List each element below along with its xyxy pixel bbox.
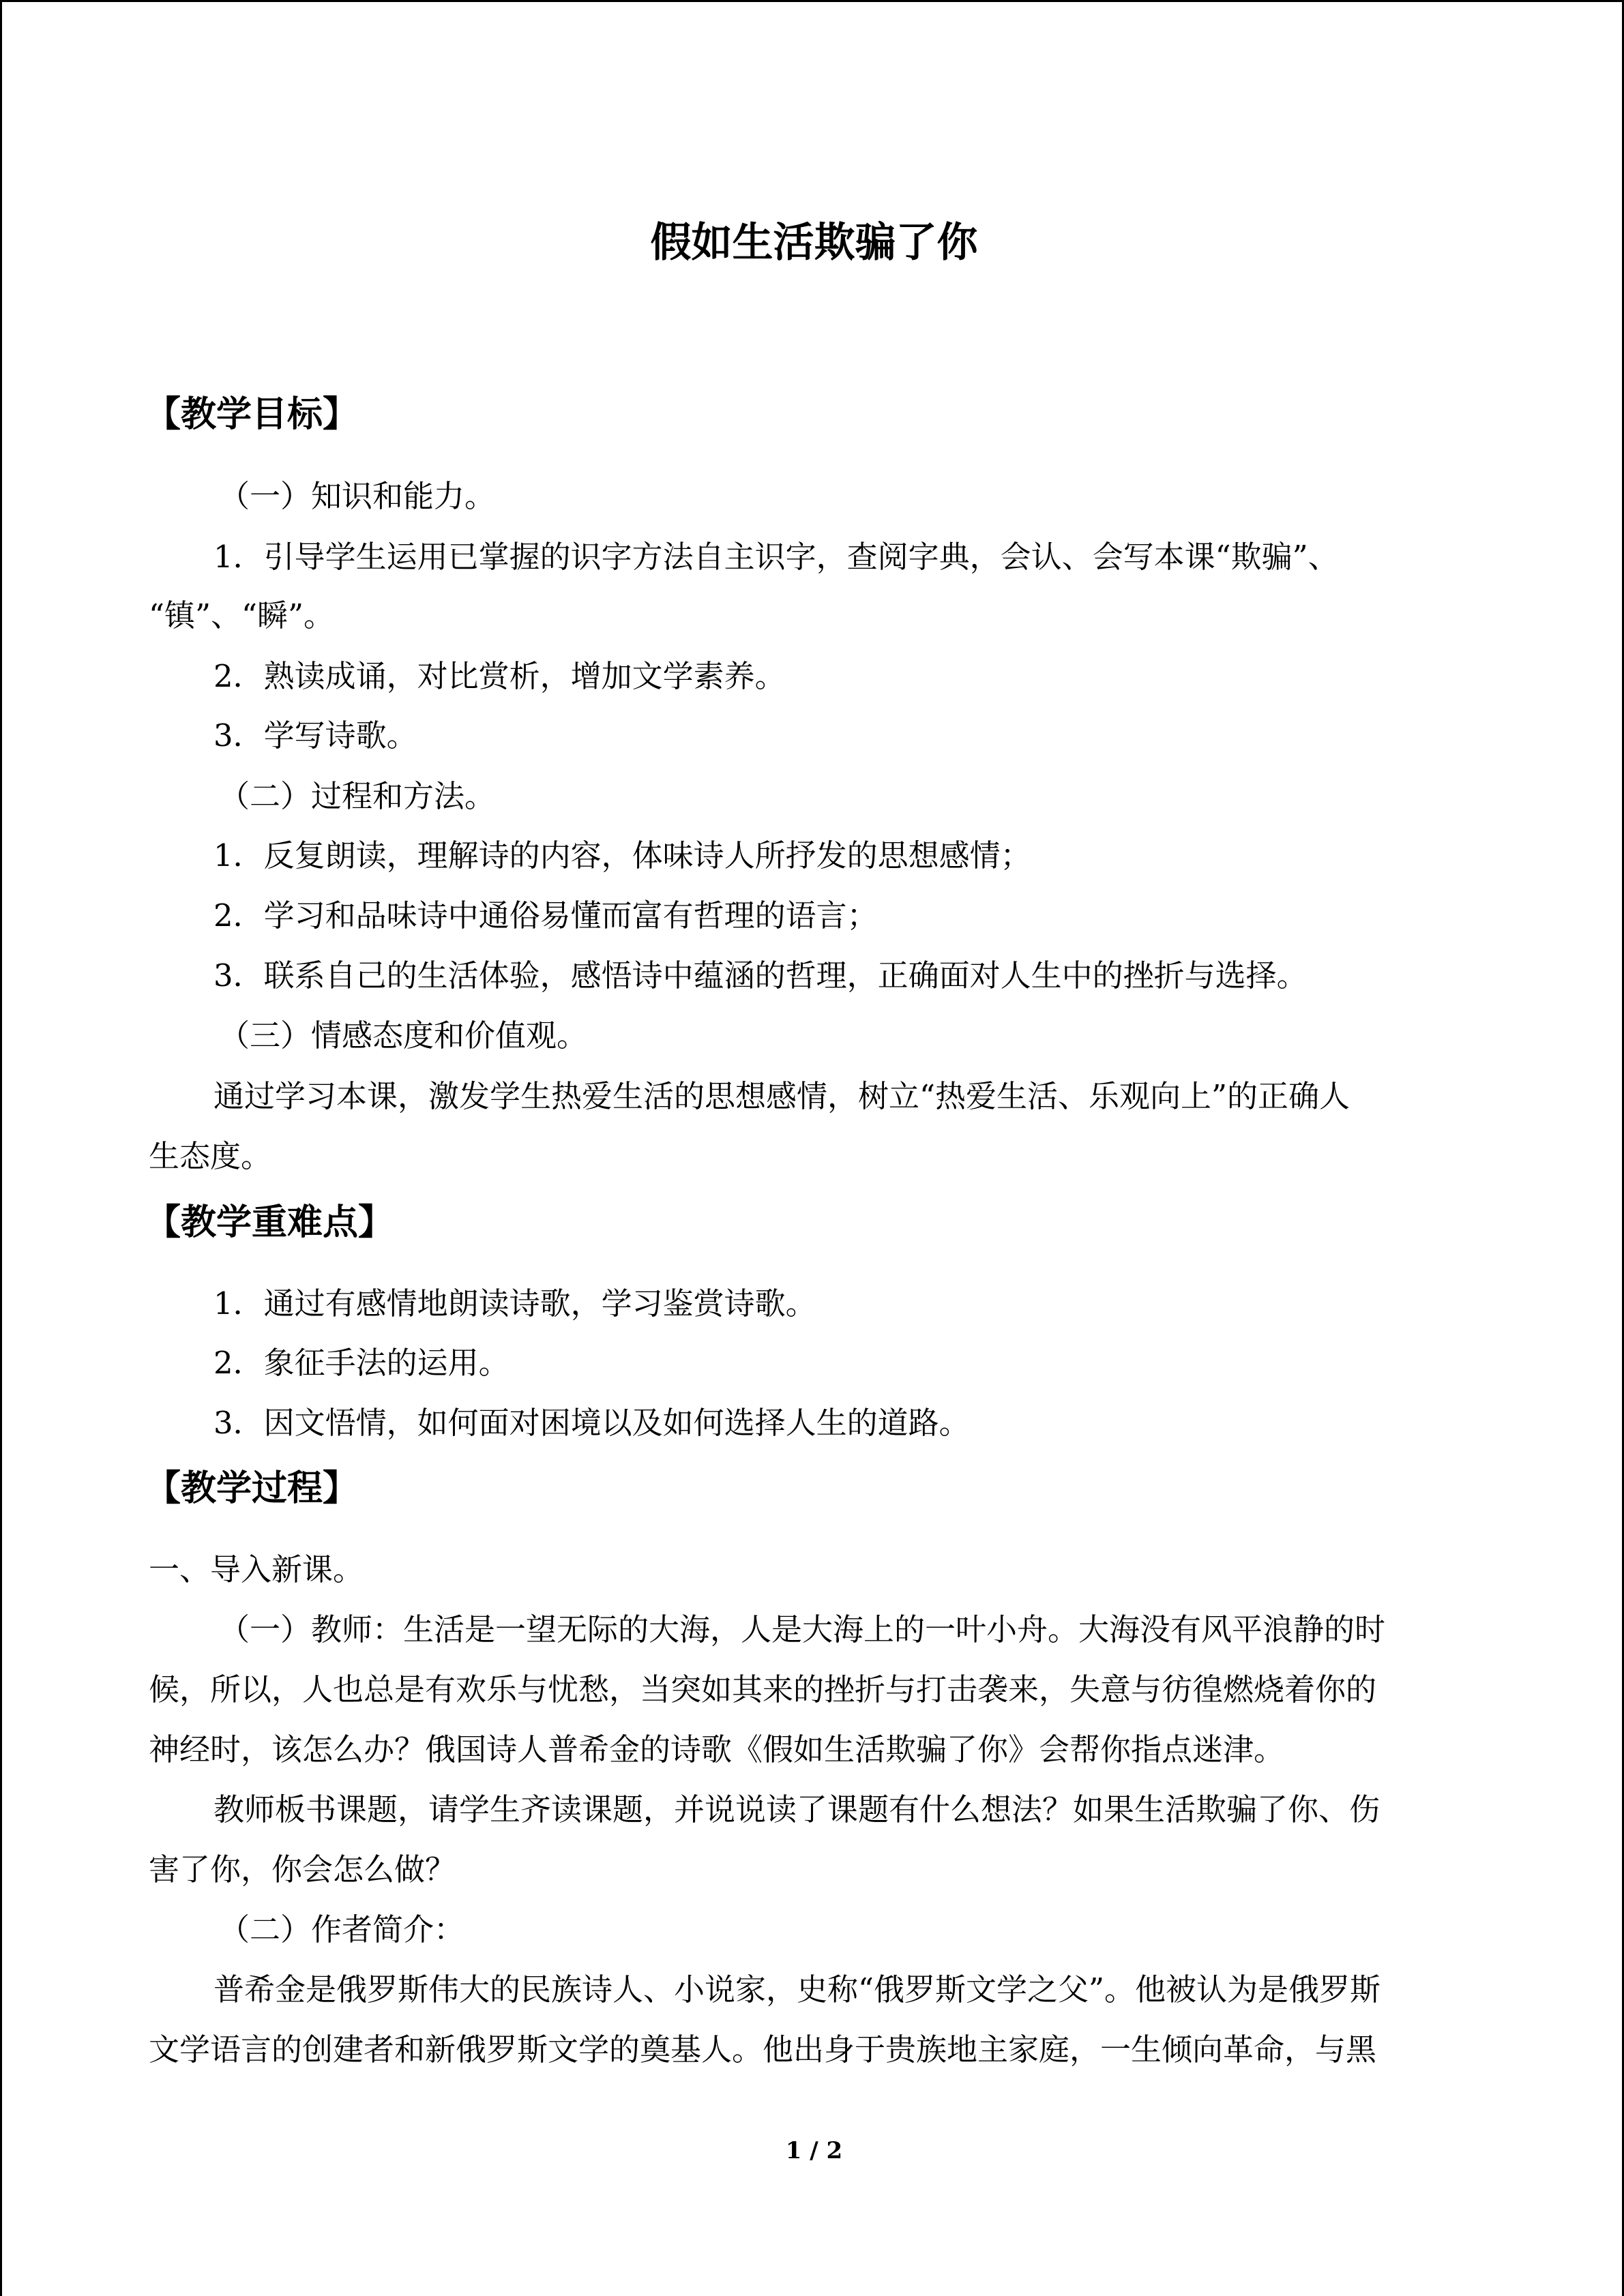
paragraph-line: 生态度。 bbox=[149, 1138, 272, 1174]
page-number: 1 / 2 bbox=[785, 2137, 843, 2164]
paragraph-line: （三）情感态度和价值观。 bbox=[219, 1017, 588, 1054]
paragraph-line: 候，所以，人也总是有欢乐与忧愁，当突如其来的挫折与打击袭来，失意与彷徨燃烧着你的 bbox=[149, 1671, 1377, 1708]
paragraph-line: 普希金是俄罗斯伟大的民族诗人、小说家，史称“俄罗斯文学之父”。他被认为是俄罗斯 bbox=[213, 1971, 1381, 2008]
paragraph-line: 3．学写诗歌。 bbox=[213, 717, 417, 754]
paragraph-line: 2．象征手法的运用。 bbox=[213, 1345, 510, 1381]
paragraph-line: 通过学习本课，激发学生热爱生活的思想感情，树立“热爱生活、乐观向上”的正确人 bbox=[213, 1078, 1350, 1114]
paragraph-line: 一、导入新课。 bbox=[149, 1551, 364, 1587]
paragraph-line: 2．熟读成诵，对比赏析，增加文学素养。 bbox=[213, 658, 786, 694]
section-heading-process: 【教学过程】 bbox=[145, 1468, 359, 1509]
paragraph-line: 害了你，你会怎么做？ bbox=[149, 1851, 456, 1888]
paragraph-line: 1．反复朗读，理解诗的内容，体味诗人所抒发的思想感情； bbox=[213, 837, 1031, 874]
paragraph-line: （一）知识和能力。 bbox=[219, 478, 496, 514]
paragraph-line: 3．因文悟情，如何面对困境以及如何选择人生的道路。 bbox=[213, 1405, 970, 1441]
paragraph-line: 教师板书课题，请学生齐读课题，并说说读了课题有什么想法？如果生活欺骗了你、伤 bbox=[213, 1791, 1381, 1828]
paragraph-line: 2．学习和品味诗中通俗易懂而富有哲理的语言； bbox=[213, 897, 878, 934]
paragraph-line: “镇”、“瞬”。 bbox=[149, 597, 335, 633]
paragraph-line: （二）过程和方法。 bbox=[219, 778, 496, 814]
section-heading-keypoints: 【教学重难点】 bbox=[145, 1202, 394, 1243]
paragraph-line: 文学语言的创建者和新俄罗斯文学的奠基人。他出身于贵族地主家庭，一生倾向革命，与黑 bbox=[149, 2031, 1377, 2068]
paragraph-line: 1．通过有感情地朗读诗歌，学习鉴赏诗歌。 bbox=[213, 1285, 816, 1322]
paragraph-line: 3．联系自己的生活体验，感悟诗中蕴涵的哲理，正确面对人生中的挫折与选择。 bbox=[213, 957, 1308, 994]
paragraph-line: 1．引导学生运用已掌握的识字方法自主识字，查阅字典，会认、会写本课“欺骗”、 bbox=[213, 539, 1339, 575]
document-title: 假如生活欺骗了你 bbox=[650, 219, 978, 267]
paragraph-line: （一）教师：生活是一望无际的大海，人是大海上的一叶小舟。大海没有风平浪静的时 bbox=[219, 1611, 1386, 1648]
paragraph-line: （二）作者简介： bbox=[219, 1911, 465, 1948]
paragraph-line: 神经时，该怎么办？俄国诗人普希金的诗歌《假如生活欺骗了你》会帮你指点迷津。 bbox=[149, 1731, 1285, 1768]
section-heading-goals: 【教学目标】 bbox=[145, 394, 359, 435]
